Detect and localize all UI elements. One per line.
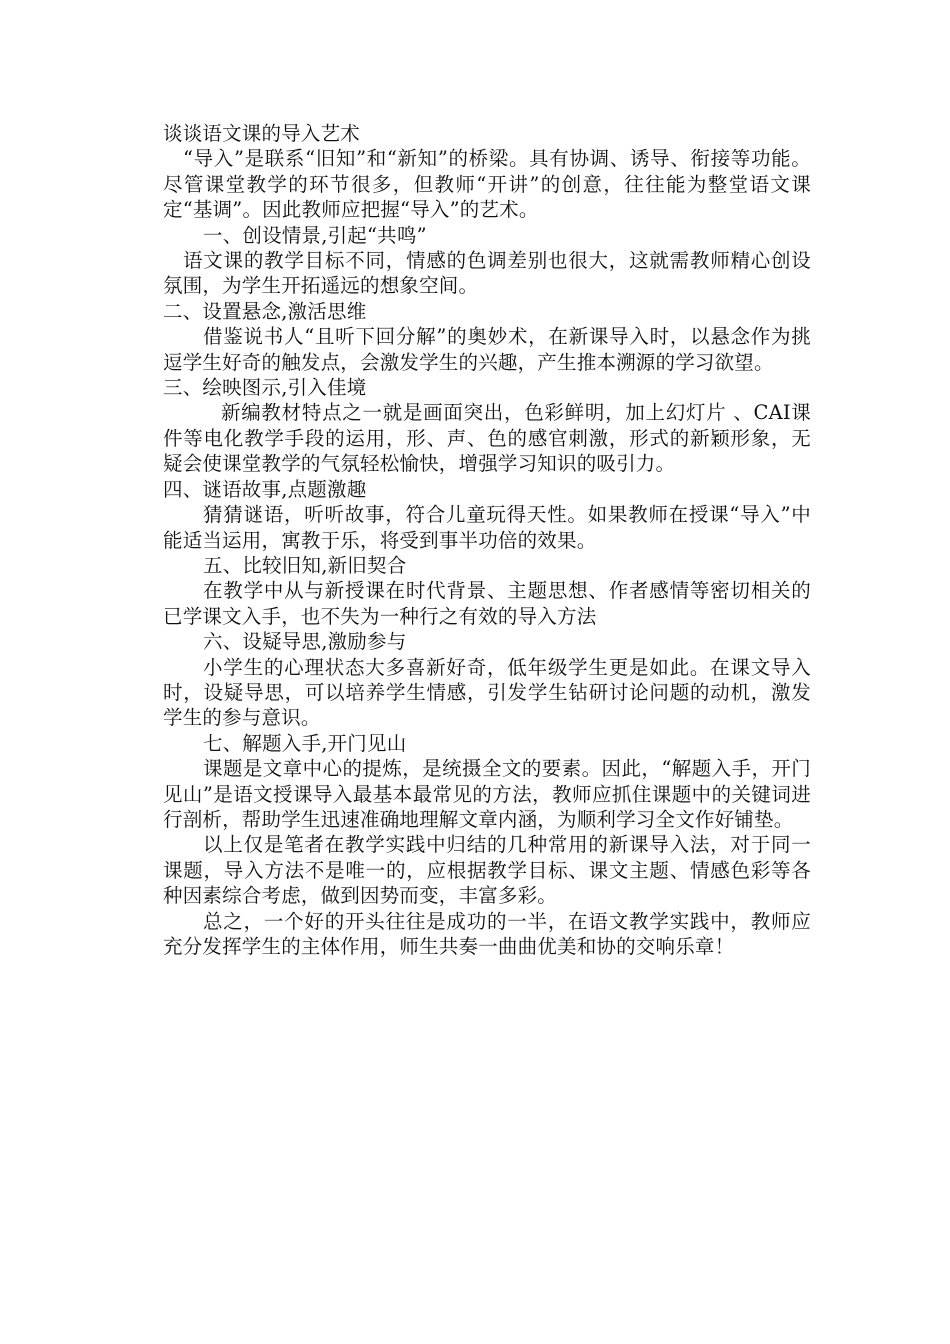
paragraph: 总之，一个好的开头往往是成功的一半，在语文教学实践中，教师应充分发挥学生的主体作用，师生共奏一曲曲优美和协的交响乐章！ xyxy=(163,909,811,958)
paragraph: “导入”是联系“旧知”和“新知”的桥梁。具有协调、诱导、衔接等功能。尽管课堂教学的环节很多，但教师“开讲”的创意，往往能为整堂语文课定“基调”。因此教师应把握“导入”的艺术。 xyxy=(163,147,811,222)
paragraph: 七、解题入手,开门见山 xyxy=(203,731,407,755)
paragraph: 一、创设情景,引起“共鸣” xyxy=(203,223,427,247)
paragraph-list xyxy=(163,146,811,959)
paragraph: 新编教材特点之一就是画面突出，色彩鲜明，加上幻灯片 、CAI课件等电化教学手段的运用，形、声、色的感官刺激，形式的新颖形象，无疑会使课堂教学的气氛轻松愉快，增强学习知识的吸引力。 xyxy=(163,401,811,476)
paragraph: 在教学中从与新授课在时代背景、主题思想、作者感情等密切相关的已学课文入手，也不失为一种行之有效的导入方法 xyxy=(163,579,811,628)
paragraph: 借鉴说书人“且听下回分解”的奥妙术，在新课导入时，以悬念作为挑逗学生好奇的触发点，会激发学生的兴趣，产生推本溯源的学习欲望。 xyxy=(163,325,811,374)
document-body xyxy=(163,121,811,959)
paragraph: 四、谜语故事,点题激趣 xyxy=(163,477,367,501)
paragraph: 课题是文章中心的提炼，是统摄全文的要素。因此，“解题入手，开门见山”是语文授课导入最基本最常见的方法，教师应抓住课题中的关键词进行剖析，帮助学生迅速准确地理解文章内涵，为顺利学习全文作好铺垫。 xyxy=(163,757,811,831)
paragraph: 猜猜谜语，听听故事，符合儿童玩得天性。如果教师在授课“导入”中能适当运用，寓教于乐，将受到事半功倍的效果。 xyxy=(163,503,811,552)
paragraph: 二、设置悬念,激活思维 xyxy=(163,299,367,323)
paragraph: 以上仅是笔者在教学实践中归结的几种常用的新课导入法，对于同一课题，导入方法不是唯一的，应根据教学目标、课文主题、情感色彩等各种因素综合考虑，做到因势而变，丰富多彩。 xyxy=(163,833,811,908)
paragraph: 语文课的教学目标不同，情感的色调差别也很大，这就需教师精心创设氛围，为学生开拓遥远的想象空间。 xyxy=(163,249,811,298)
paragraph: 五、比较旧知,新旧契合 xyxy=(203,553,407,577)
document-title: 谈谈语文课的导入艺术 xyxy=(163,122,361,145)
paragraph: 三、绘映图示,引入佳境 xyxy=(163,376,367,400)
paragraph: 六、设疑导思,激励参与 xyxy=(203,630,407,654)
paragraph: 小学生的心理状态大多喜新好奇，低年级学生更是如此。在课文导入时，设疑导思，可以培养学生情感，引发学生钻研讨论问题的动机，激发学生的参与意识。 xyxy=(163,655,811,730)
